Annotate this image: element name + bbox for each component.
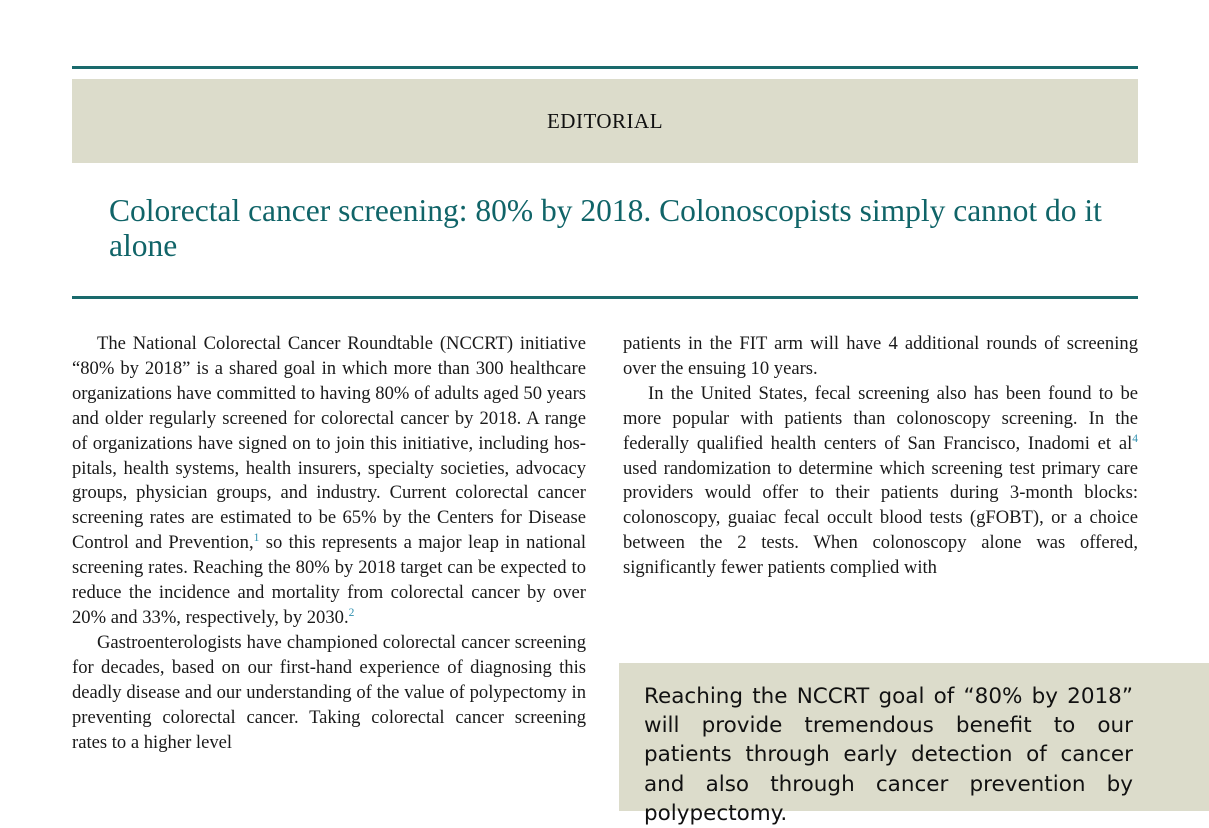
paragraph: Gastroenterologists have championed colorectal cancer screening for decades, based on our first-hand experience of diagnosing this deadly disease and our understanding of the value of polypectomy in preventing colorectal cancer. Taking colorectal cancer screening rates to a higher level bbox=[72, 631, 586, 753]
citation-ref-2[interactable]: 2 bbox=[348, 606, 355, 619]
paragraph-text: In the United States, fecal screening also has been found to be more popular with patients than colonoscopy screening. In the federally qualified health centers of San Francisco, Inadomi et al bbox=[623, 382, 1138, 454]
pull-quote-text: Reaching the NCCRT goal of “80% by 2018” will provide tremendous benefit to our patients through early detection of cancer and also through cancer prevention by polypectomy. bbox=[644, 684, 1133, 826]
section-label: EDITORIAL bbox=[546, 108, 664, 133]
paragraph-text: used randomization to determine which screening test primary care providers would offer to their patients during 3-month blocks: colonoscopy, guaiac fecal occult blood tests (gFOBT), or a choice between the 2 tests. When colonoscopy alone was offered, significantly fewer patients complied with bbox=[623, 457, 1138, 579]
right-column bbox=[623, 332, 1138, 581]
title-rule bbox=[72, 296, 1138, 299]
paragraph bbox=[623, 382, 1138, 581]
paragraph-text: so this represents a major leap in national screening rates. Reaching the 80% by 2018 target can be expected to reduce the incidence and mortality from colorectal cancer by over 20% and 33%, respectively, by 2030. bbox=[72, 532, 586, 628]
pull-quote-box bbox=[619, 663, 1209, 826]
section-banner bbox=[72, 79, 1138, 163]
paragraph: patients in the FIT arm will have 4 additional rounds of screening over the ensuing 10 years. bbox=[623, 333, 1138, 379]
citation-ref-1[interactable]: 1 bbox=[253, 532, 260, 545]
article-title: Colorectal cancer screening: 80% by 2018. Colonoscopists simply cannot do it alone bbox=[109, 193, 1102, 263]
citation-ref-4[interactable]: 4 bbox=[1132, 432, 1138, 445]
left-column bbox=[72, 332, 586, 755]
paragraph bbox=[72, 332, 586, 631]
paragraph-text: The National Colorectal Cancer Roundtable (NCCRT) initiative “80% by 2018” is a shared goal in which more than 300 healthcare organizations have committed to having 80% of adults aged 50 years and older regularly screened for colorectal cancer by 2018. A range of organizations have signed on to join this initiative, including hospitals, health systems, health insurers, specialty societies, advocacy groups, physician groups, and industry. Current colorectal cancer screening rates are estimated to be 65% by the Centers for Disease Control and Prevention, bbox=[72, 333, 586, 554]
top-rule bbox=[72, 66, 1138, 69]
